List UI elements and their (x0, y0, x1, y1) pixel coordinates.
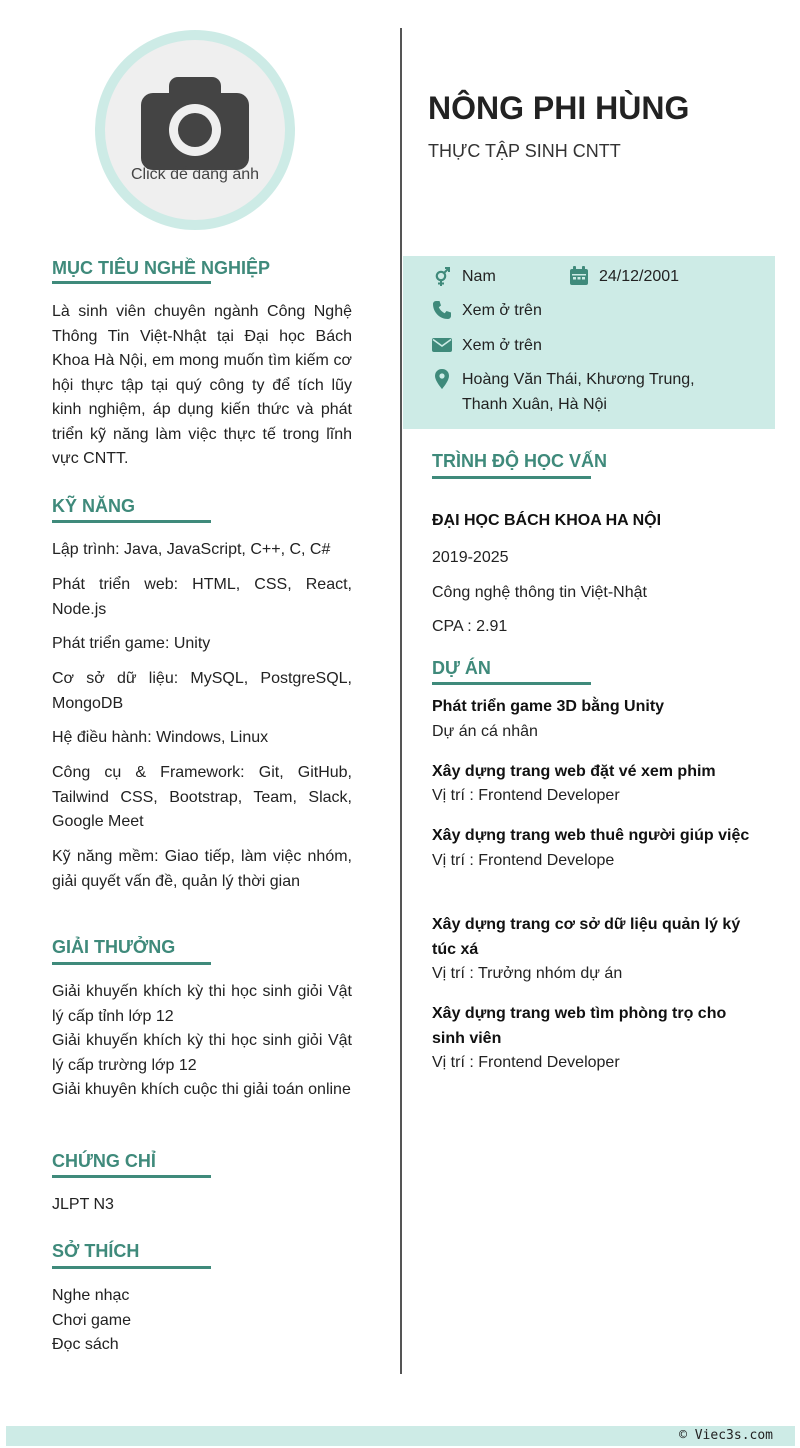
award-item: Giải khuyến khích kỳ thi học sinh giỏi Vật lý cấp tỉnh lớp 12 (52, 983, 352, 1025)
project-role: Vị trí : Frontend Developer (432, 1054, 620, 1071)
education-cpa: CPA : 2.91 (432, 618, 508, 635)
gender-icon (432, 267, 452, 287)
awards-underline (52, 962, 211, 965)
project-name: Xây dựng trang cơ sở dữ liệu quản lý ký túc xá (432, 916, 741, 958)
hobby-item: Chơi game (52, 1312, 131, 1329)
award-item: Giải khuyến khích kỳ thi học sinh giỏi Vật lý cấp trường lớp 12 (52, 1032, 352, 1074)
objective-underline (52, 281, 211, 284)
location-icon (432, 369, 452, 389)
skills-underline (52, 520, 211, 523)
skill-item: Cơ sở dữ liệu: MySQL, PostgreSQL, MongoDB (52, 670, 352, 712)
column-divider (400, 28, 402, 1374)
certificates-title: CHỨNG CHỈ (52, 1151, 156, 1171)
education-school: ĐẠI HỌC BÁCH KHOA HA NỘI (432, 512, 662, 529)
skill-item: Hệ điều hành: Windows, Linux (52, 729, 269, 746)
project-name: Xây dựng trang web đặt vé xem phim (432, 763, 716, 780)
contact-email: Xem ở trên (462, 337, 542, 354)
hobby-item: Nghe nhạc (52, 1287, 130, 1304)
project-role: Vị trí : Frontend Develope (432, 852, 615, 869)
contact-address-line1: Hoàng Văn Thái, Khương Trung, (462, 371, 695, 388)
project-role: Dự án cá nhân (432, 723, 538, 740)
hobby-item: Đọc sách (52, 1336, 119, 1353)
skills-title: KỸ NĂNG (52, 496, 136, 516)
candidate-role: THỰC TẬP SINH CNTT (428, 141, 621, 161)
project-name: Phát triển game 3D bằng Unity (432, 698, 665, 715)
project-role: Vị trí : Trưởng nhóm dự án (432, 965, 623, 982)
awards-title: GIẢI THƯỞNG (52, 937, 176, 957)
projects-underline (432, 682, 591, 685)
hobbies-underline (52, 1266, 211, 1269)
candidate-name: NÔNG PHI HÙNG (428, 90, 690, 126)
contact-address-line2: Thanh Xuân, Hà Nội (462, 396, 607, 413)
award-item: Giải khuyên khích cuộc thi giải toán online (52, 1081, 351, 1098)
camera-lens-inner (178, 113, 212, 147)
projects-title: DỰ ÁN (432, 658, 491, 678)
footer-copyright: © Viec3s.com (679, 1428, 773, 1443)
education-underline (432, 476, 591, 479)
education-years: 2019-2025 (432, 549, 509, 566)
skill-item: Công cụ & Framework: Git, GitHub, Tailwind CSS, Bootstrap, Team, Slack, Google Meet (52, 764, 352, 830)
email-icon (432, 335, 452, 355)
education-major: Công nghệ thông tin Việt-Nhật (432, 584, 647, 601)
certificates-underline (52, 1175, 211, 1178)
education-title: TRÌNH ĐỘ HỌC VẤN (432, 451, 607, 471)
avatar-placeholder (105, 40, 285, 220)
contact-gender: Nam (462, 268, 496, 285)
project-name: Xây dựng trang web thuê người giúp việc (432, 827, 750, 844)
phone-icon (432, 300, 452, 320)
skill-item: Lập trình: Java, JavaScript, C++, C, C# (52, 541, 331, 558)
certificate-item: JLPT N3 (52, 1196, 114, 1213)
project-role: Vị trí : Frontend Developer (432, 787, 620, 804)
hobbies-title: SỞ THÍCH (52, 1241, 140, 1261)
contact-phone: Xem ở trên (462, 302, 542, 319)
skill-item: Phát triển game: Unity (52, 635, 211, 652)
skill-item: Kỹ năng mềm: Giao tiếp, làm việc nhóm, giải quyết vấn đề, quản lý thời gian (52, 848, 352, 890)
avatar-label: Click để đăng ảnh (130, 166, 260, 183)
avatar-upload[interactable] (95, 30, 295, 230)
project-name: Xây dựng trang web tìm phòng trọ cho sinh viên (432, 1005, 727, 1047)
skill-item: Phát triển web: HTML, CSS, React, Node.js (52, 576, 352, 618)
footer-bar (6, 1426, 795, 1446)
calendar-icon (569, 266, 589, 286)
objective-title: MỤC TIÊU NGHỀ NGHIỆP (52, 258, 271, 278)
objective-text: Là sinh viên chuyên ngành Công Nghệ Thông Tin Việt-Nhật tại Đại học Bách Khoa Hà Nội, em mong muốn tìm kiếm cơ hội thực tập tại quý công ty để tích lũy kinh nghiệm, áp dụng kiến thức và phát triển kỹ năng làm việc thực tế trong lĩnh vực CNTT. (52, 303, 352, 467)
contact-birthday: 24/12/2001 (599, 268, 680, 285)
